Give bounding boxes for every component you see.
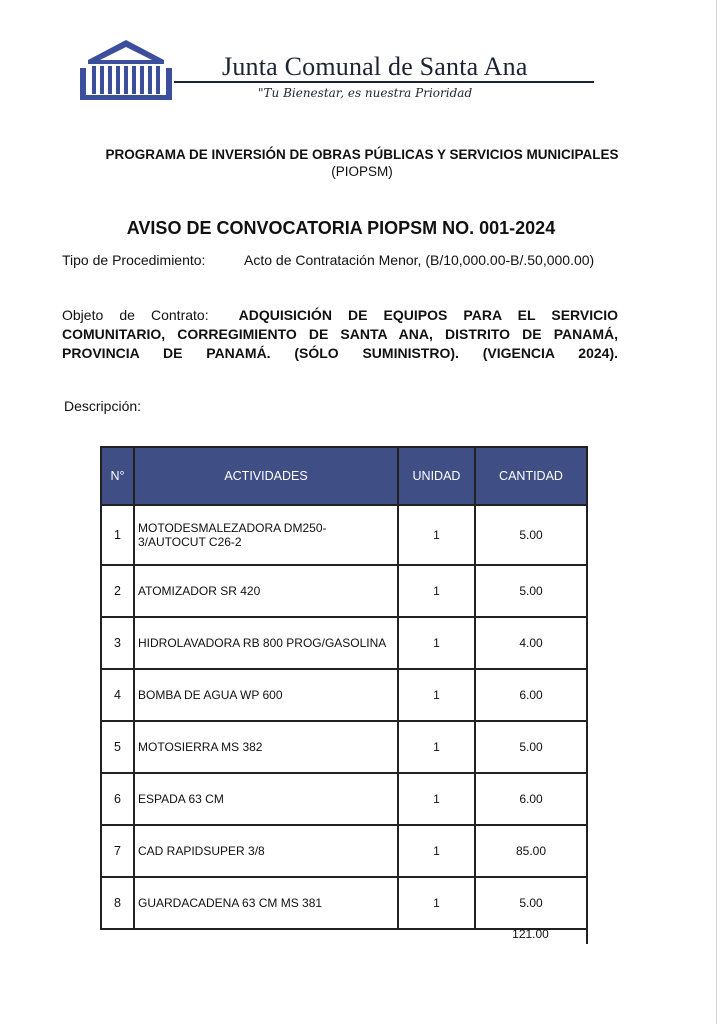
procedure-type-label: Tipo de Procedimiento:: [62, 252, 206, 268]
row-number: 3: [101, 617, 134, 669]
row-quantity: 5.00: [475, 721, 587, 773]
header-unit: UNIDAD: [398, 447, 475, 505]
header-divider: [174, 81, 594, 83]
table-row: [101, 617, 587, 669]
table-header-row: [101, 447, 587, 505]
table-row: [101, 721, 587, 773]
row-quantity: 4.00: [475, 617, 587, 669]
items-table-container: [100, 446, 586, 930]
row-unit: 1: [398, 825, 475, 877]
table-row: [101, 825, 587, 877]
row-quantity: 6.00: [475, 773, 587, 825]
row-number: 1: [101, 505, 134, 565]
row-unit: 1: [398, 773, 475, 825]
row-unit: 1: [398, 617, 475, 669]
row-activity: MOTODESMALEZADORA DM250-3/AUTOCUT C26-2: [134, 505, 398, 565]
row-activity: BOMBA DE AGUA WP 600: [134, 669, 398, 721]
row-activity: MOTOSIERRA MS 382: [134, 721, 398, 773]
row-number: 4: [101, 669, 134, 721]
table-row: [101, 773, 587, 825]
row-quantity: 5.00: [475, 565, 587, 617]
organization-logo: [78, 38, 174, 102]
row-unit: 1: [398, 565, 475, 617]
table-row: [101, 669, 587, 721]
row-quantity: 5.00: [475, 877, 587, 929]
table-row: [101, 565, 587, 617]
notice-title: AVISO DE CONVOCATORIA PIOPSM NO. 001-2024: [126, 218, 556, 238]
row-activity: HIDROLAVADORA RB 800 PROG/GASOLINA: [134, 617, 398, 669]
row-unit: 1: [398, 877, 475, 929]
header-quantity: CANTIDAD: [475, 447, 587, 505]
contract-object-label: Objeto de Contrato:: [62, 307, 209, 323]
row-activity: ATOMIZADOR SR 420: [134, 565, 398, 617]
row-unit: 1: [398, 669, 475, 721]
contract-object-province: PROVINCIA DE PANAMÁ.: [62, 345, 271, 361]
row-number: 8: [101, 877, 134, 929]
contract-object: [62, 306, 618, 363]
table-row: [101, 505, 587, 565]
row-activity: CAD RAPIDSUPER 3/8: [134, 825, 398, 877]
row-number: 7: [101, 825, 134, 877]
contract-object-text-1: ADQUISICIÓN DE EQUIPOS PARA EL SERVICIO: [238, 307, 619, 323]
table-row: [101, 877, 587, 929]
row-unit: 1: [398, 721, 475, 773]
contract-object-supply: (SÓLO SUMINISTRO).: [294, 345, 459, 361]
procedure-type-value: Acto de Contratación Menor, (B/10,000.00-B/.50,000.00): [244, 252, 595, 268]
items-table: [100, 446, 588, 930]
row-unit: 1: [398, 505, 475, 565]
row-quantity: 5.00: [475, 505, 587, 565]
row-activity: ESPADA 63 CM: [134, 773, 398, 825]
contract-object-validity: (VIGENCIA 2024).: [482, 345, 618, 361]
organization-slogan: "Tu Bienestar, es nuestra Prioridad: [258, 86, 473, 100]
row-number: 5: [101, 721, 134, 773]
row-quantity: 85.00: [475, 825, 587, 877]
contract-object-line-1: [62, 306, 618, 325]
header-number: N°: [101, 447, 134, 505]
quantity-total: 121.00: [475, 924, 588, 944]
program-title: PROGRAMA DE INVERSIÓN DE OBRAS PÚBLICAS Y SERVICIOS MUNICIPALES: [105, 147, 619, 162]
contract-object-line-3: [62, 344, 618, 363]
row-quantity: 6.00: [475, 669, 587, 721]
header-activities: ACTIVIDADES: [134, 447, 398, 505]
row-activity: GUARDACADENA 63 CM MS 381: [134, 877, 398, 929]
row-number: 6: [101, 773, 134, 825]
organization-name: Junta Comunal de Santa Ana: [222, 52, 528, 81]
program-abbreviation: (PIOPSM): [331, 164, 393, 179]
description-label: Descripción:: [64, 398, 142, 414]
row-number: 2: [101, 565, 134, 617]
contract-object-text-2: COMUNITARIO, CORREGIMIENTO DE SANTA ANA, DISTRITO DE PANAMÁ,: [62, 326, 618, 342]
